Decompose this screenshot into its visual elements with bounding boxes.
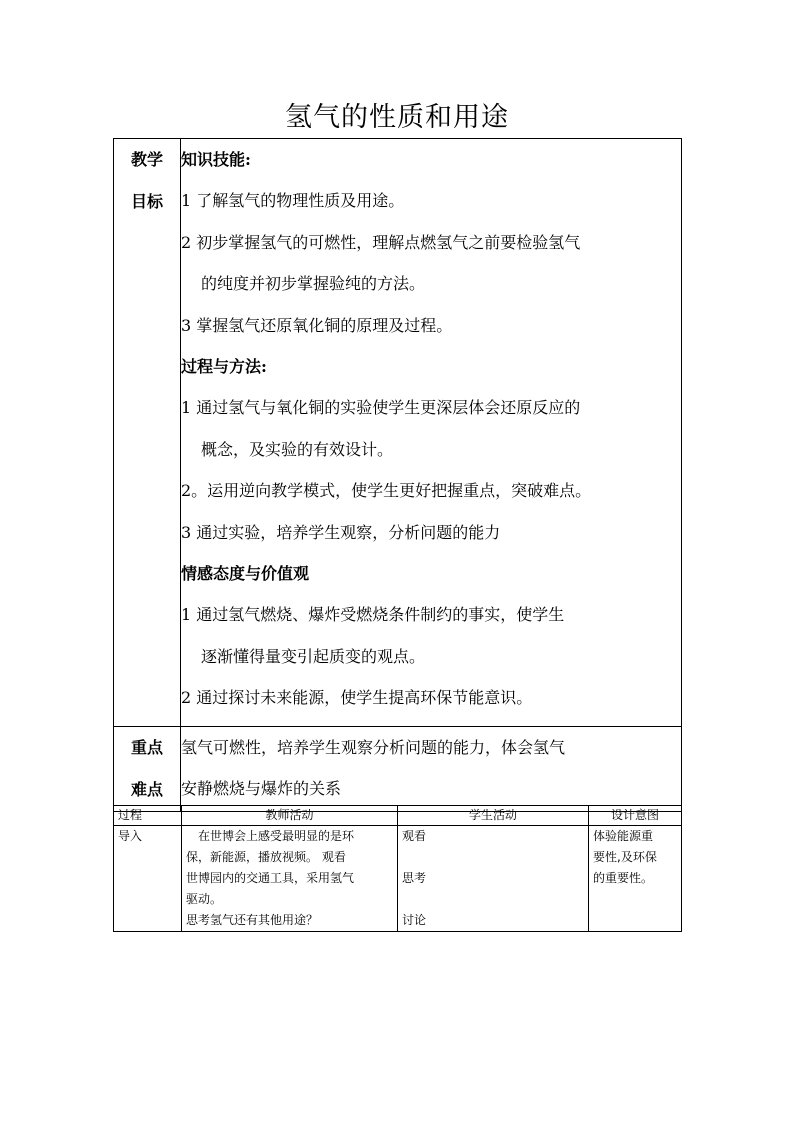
objectives-row	[114, 139, 682, 727]
objective-line: 1 了解氢气的物理性质及用途。	[181, 191, 405, 211]
section-heading: 过程与方法:	[181, 356, 267, 376]
student-line	[402, 889, 584, 910]
objective-line: 1 通过氢气燃烧、爆炸受燃烧条件制约的事实，使学生	[181, 605, 565, 625]
intent-cell	[589, 826, 682, 932]
student-line	[402, 847, 584, 868]
student-line: 讨论	[402, 913, 427, 927]
header-stage: 过程	[114, 806, 182, 826]
teacher-cell	[182, 826, 398, 932]
objective-line: 概念，及实验的有效设计。	[201, 439, 394, 459]
stage-cell	[114, 826, 182, 932]
key-points-label	[114, 727, 181, 812]
process-table	[113, 805, 682, 932]
process-row	[114, 826, 682, 932]
key-point-line: 安静燃烧与爆炸的关系	[181, 779, 342, 799]
intent-line: 体验能源重	[593, 829, 654, 843]
teacher-line: 保，新能源，播放视频。 观看	[186, 850, 346, 864]
teacher-line: 世博园内的交通工具，采用氢气	[186, 871, 355, 885]
objective-line: 2 通过探讨未来能源，使学生提高环保节能意识。	[181, 688, 533, 708]
teacher-line: 驱动。	[186, 892, 223, 906]
header-student: 学生活动	[398, 806, 589, 826]
objective-line: 3 掌握氢气还原氧化铜的原理及过程。	[181, 315, 453, 335]
objectives-table	[113, 138, 682, 812]
intent-line: 要性,及环保	[593, 850, 657, 864]
teacher-line: 思考氢气还有其他用途？	[186, 913, 319, 927]
objective-line: 的纯度并初步掌握验纯的方法。	[201, 274, 426, 294]
label-line: 教学	[130, 150, 163, 169]
student-line: 思考	[402, 871, 427, 885]
intent-line: 的重要性。	[593, 871, 654, 885]
objective-line: 1 通过氢气与氧化铜的实验使学生更深层体会还原反应的	[181, 398, 581, 418]
stage-text: 导入	[118, 829, 143, 843]
key-points-content	[181, 727, 682, 812]
process-header-row	[114, 806, 682, 826]
header-teacher: 教师活动	[182, 806, 398, 826]
header-intent: 设计意图	[589, 806, 682, 826]
objective-line: 3 通过实验，培养学生观察，分析问题的能力	[181, 522, 501, 542]
section-heading: 知识技能:	[181, 150, 251, 169]
key-points-row	[114, 727, 682, 812]
label-line: 目标	[130, 192, 163, 211]
objectives-label	[114, 139, 181, 727]
student-line: 观看	[402, 829, 427, 843]
teacher-line: 在世博会上感受最明显的是环	[186, 829, 355, 843]
objective-line: 2。运用逆向教学模式，使学生更好把握重点，突破难点。	[181, 481, 592, 501]
page-title: 氢气的性质和用途	[285, 102, 509, 133]
student-cell	[398, 826, 589, 932]
objective-line: 2 初步掌握氢气的可燃性，理解点燃氢气之前要检验氢气	[181, 232, 581, 252]
key-point-line: 氢气可燃性，培养学生观察分析问题的能力，体会氢气	[181, 738, 566, 758]
objective-line: 逐渐懂得量变引起质变的观点。	[201, 646, 426, 666]
objectives-content	[181, 139, 682, 727]
label-line: 难点	[130, 780, 163, 800]
label-line: 重点	[130, 738, 163, 758]
section-heading: 情感态度与价值观	[181, 563, 310, 583]
